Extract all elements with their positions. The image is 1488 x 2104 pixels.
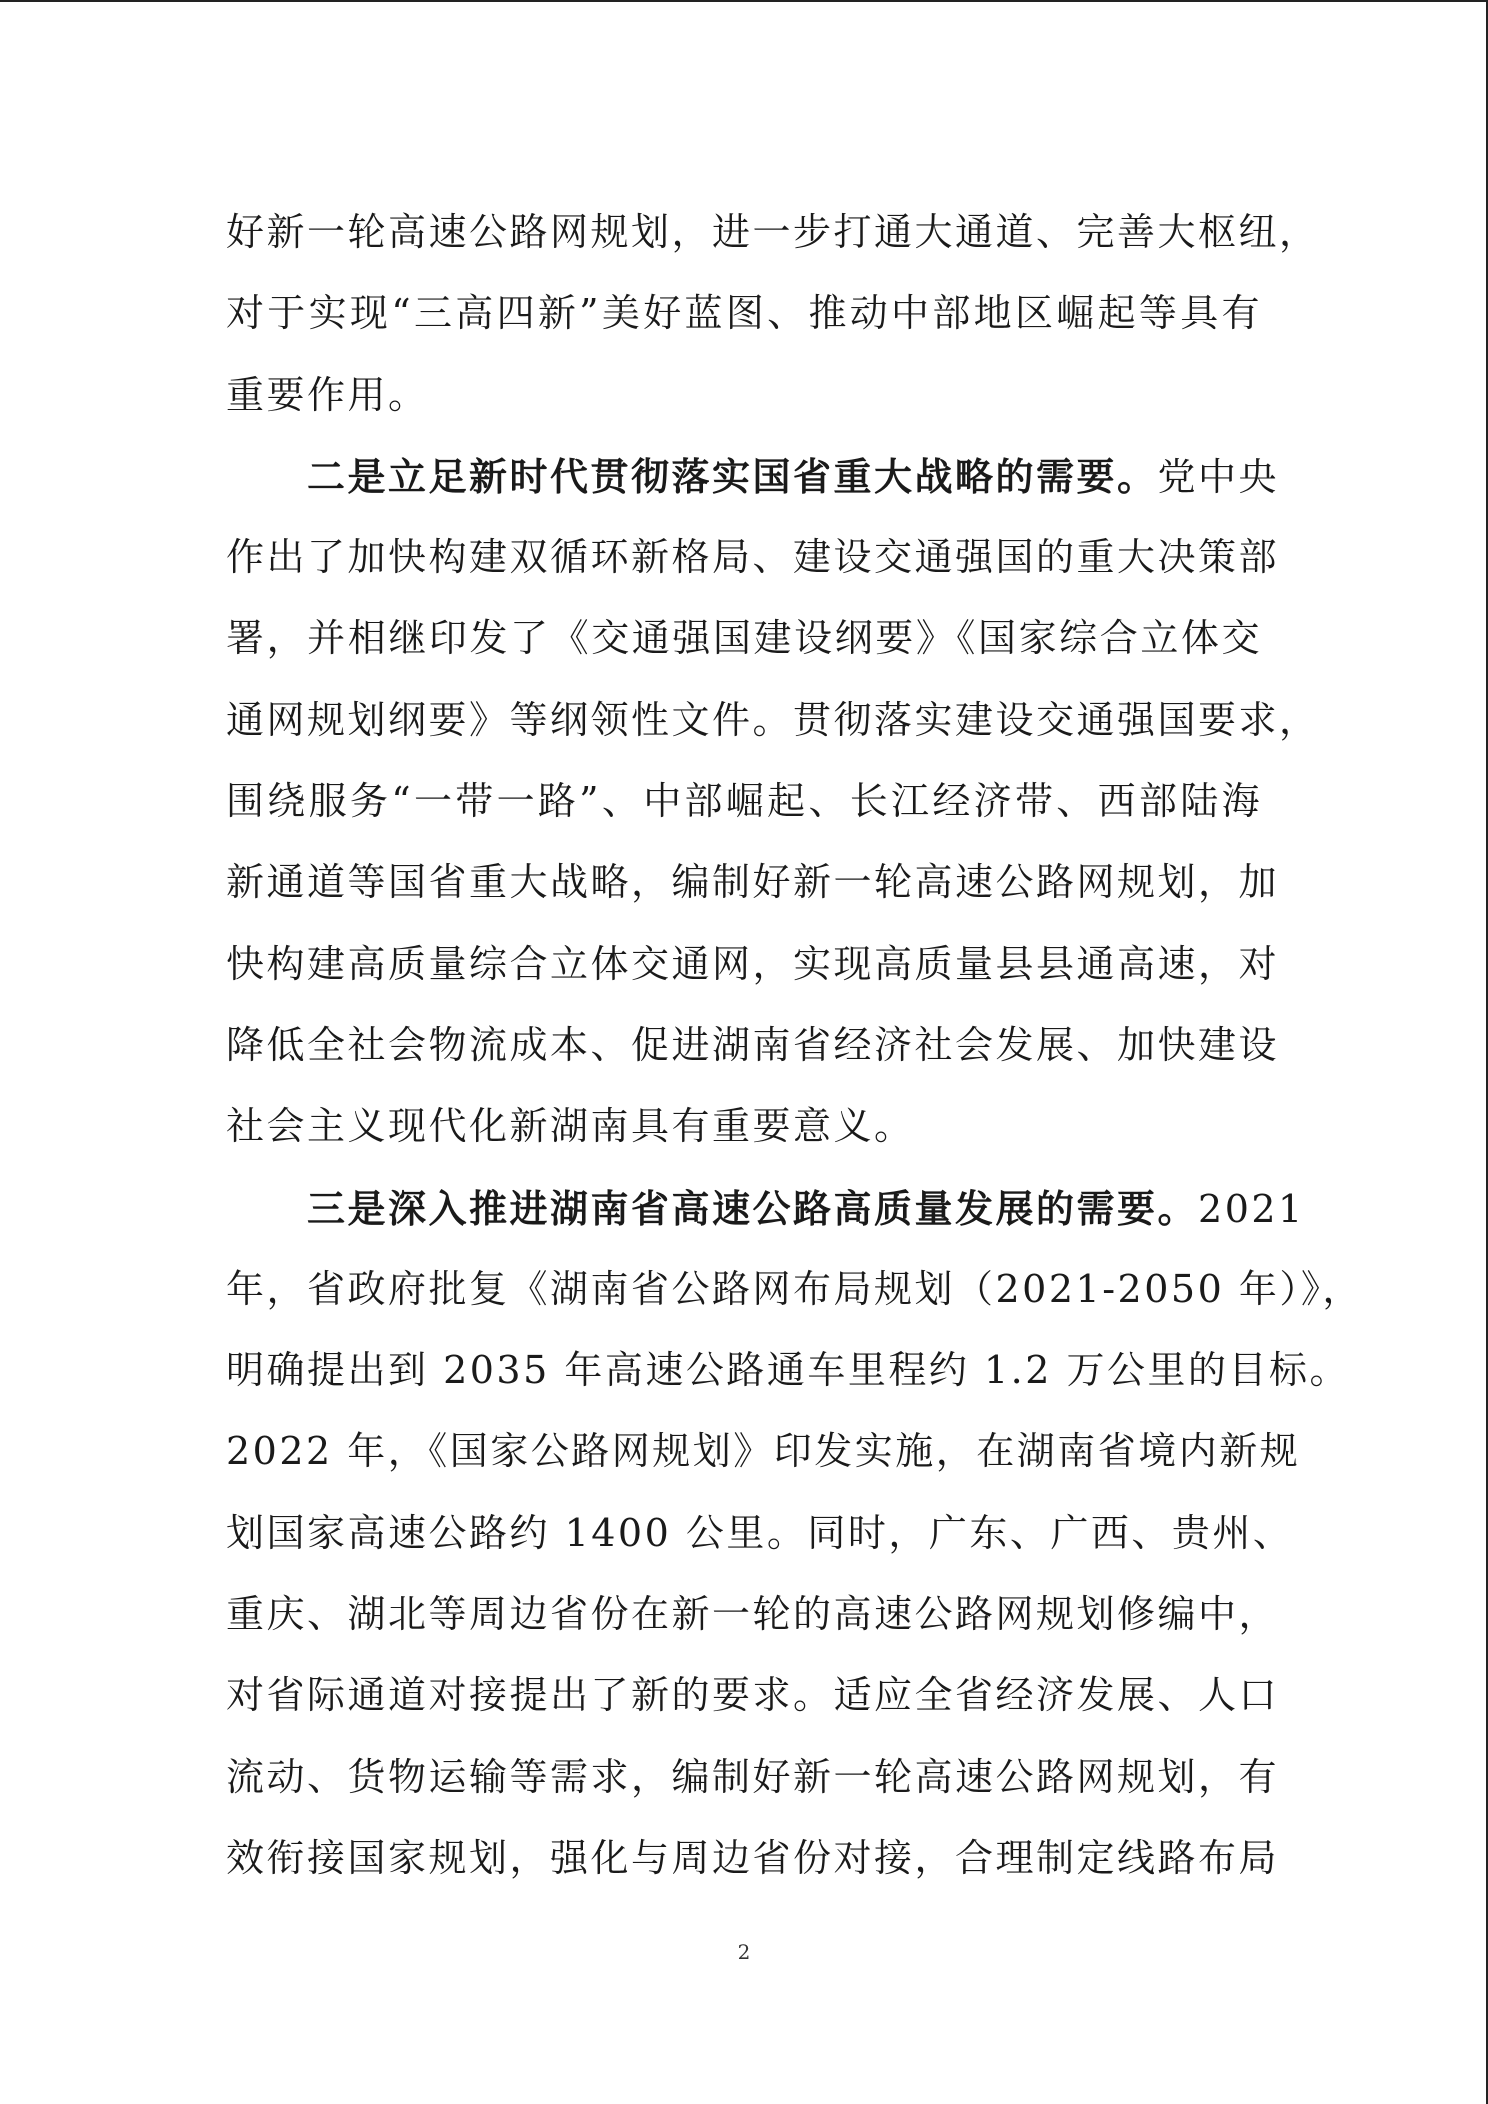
page-number: 2 [737,1940,751,1964]
text-line: 社会主义现代化新湖南具有重要意义。 [226,1104,915,1149]
text-line: 对省际通道对接提出了新的要求。适应全省经济发展、人口 [226,1673,1280,1718]
text-line: 对于实现“三高四新”美好蓝图、推动中部地区崛起等具有 [226,291,1262,336]
text-line: 划国家高速公路约 1400 公里。同时，广东、广西、贵州、 [226,1510,1294,1555]
text-line: 重要作用。 [226,372,429,417]
text-line: 通网规划纲要》等纲领性文件。贯彻落实建设交通强国要求， [226,697,1320,742]
text-line: 好新一轮高速公路网规划，进一步打通大通道、完善大枢纽， [226,210,1320,254]
text-line: 2022 年，《国家公路网规划》印发实施，在湖南省境内新规 [226,1429,1301,1474]
text-line: 流动、货物运输等需求，编制好新一轮高速公路网规划，有 [226,1754,1280,1799]
text-line: 效衔接国家规划，强化与周边省份对接，合理制定线路布局 [226,1835,1280,1880]
paragraph-heading-line: 三是深入推进湖南省高速公路高质量发展的需要。2021 [226,1185,1305,1231]
text-line: 明确提出到 2035 年高速公路通车里程约 1.2 万公里的目标。 [226,1348,1350,1393]
text-line: 快构建高质量综合立体交通网，实现高质量县县通高速，对 [226,941,1280,986]
text-line: 新通道等国省重大战略，编制好新一轮高速公路网规划，加 [226,860,1280,905]
text-line: 围绕服务“一带一路”、中部崛起、长江经济带、西部陆海 [226,779,1262,824]
paragraph-heading-line: 二是立足新时代贯彻落实国省重大战略的需要。党中央 [226,453,1280,499]
text-line: 署，并相继印发了《交通强国建设纲要》《国家综合立体交 [226,616,1262,661]
text-line: 降低全社会物流成本、促进湖南省经济社会发展、加快建设 [226,1022,1280,1067]
text-line: 年，省政府批复《湖南省公路网布局规划（2021-2050 年）》， [226,1266,1363,1311]
paragraph-heading: 三是深入推进湖南省高速公路高质量发展的需要。 [226,1185,1199,1231]
text-line: 重庆、湖北等周边省份在新一轮的高速公路网规划修编中， [226,1592,1280,1637]
paragraph-heading: 二是立足新时代贯彻落实国省重大战略的需要。 [226,453,1158,499]
text-line: 作出了加快构建双循环新格局、建设交通强国的重大决策部 [226,535,1280,580]
body-text [226,192,1363,1899]
